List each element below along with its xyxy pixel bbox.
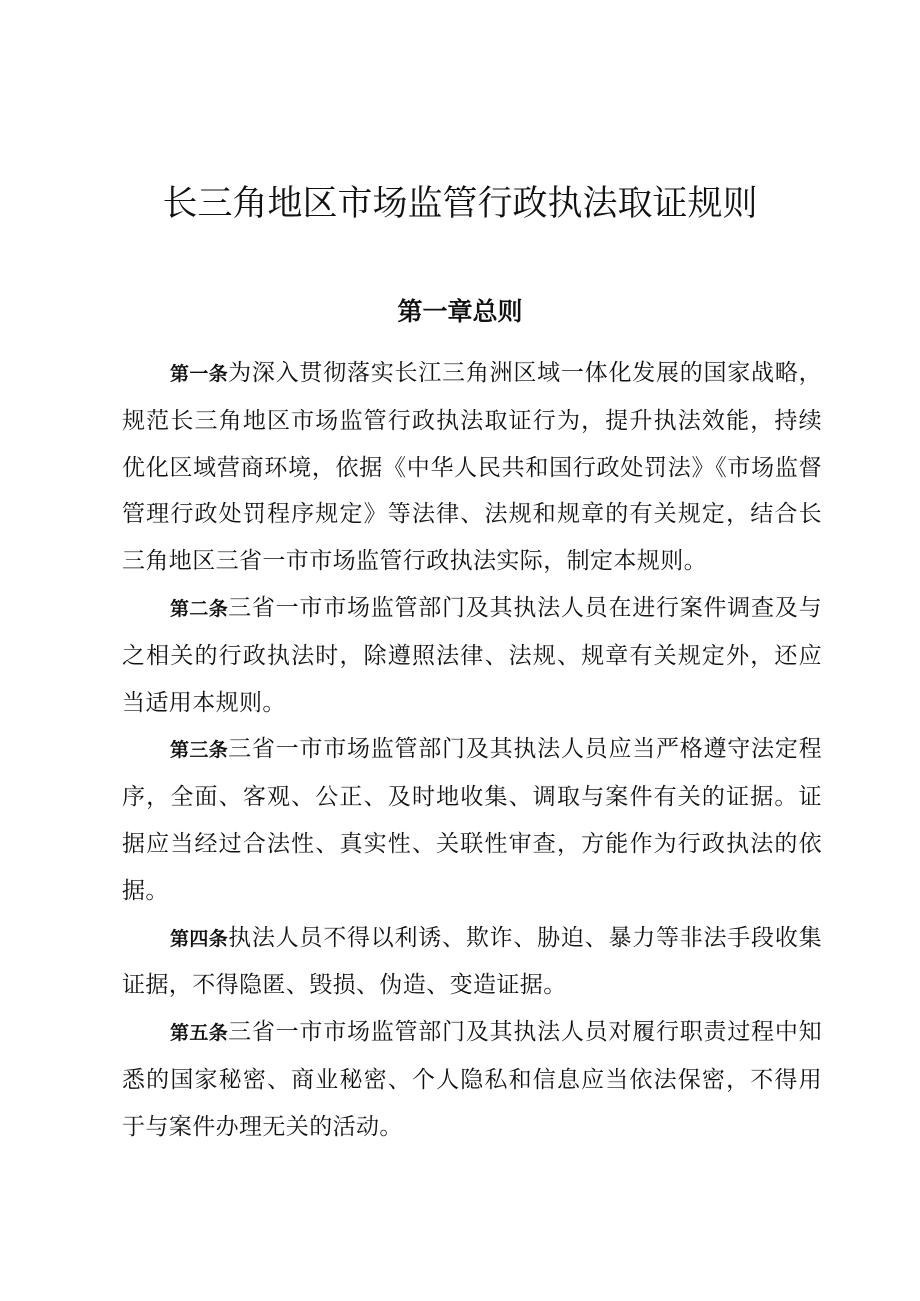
article-2: [122, 585, 822, 726]
article-text: 执法人员不得以利诱、欺诈、胁迫、暴力等非法手段收集证据，不得隐匿、毁损、伪造、变造证据。: [122, 924, 822, 999]
article-text: 为深入贯彻落实长江三角洲区域一体化发展的国家战略，规范长三角地区市场监管行政执法取证行为，提升执法效能，持续优化区域营商环境，依据《中华人民共和国行政处罚法》《市场监督管理行政处罚程序规定》等法律、法规和规章的有关规定，结合长三角地区三省一市市场监管行政执法实际，制定本规则。: [122, 360, 822, 575]
document-body: [122, 350, 822, 1151]
article-number: 第五条: [170, 1022, 229, 1045]
article-text: 三省一市市场监管部门及其执法人员在进行案件调查及与之相关的行政执法时，除遵照法律、法规、规章有关规定外，还应当适用本规则。: [122, 594, 822, 716]
chapter-title: 第一章总则: [397, 297, 523, 326]
article-4: [122, 915, 822, 1010]
article-number: 第四条: [170, 927, 229, 950]
document-title: 长三角地区市场监管行政执法取证规则: [162, 184, 758, 224]
article-number: 第三条: [170, 739, 229, 762]
article-5: [122, 1009, 822, 1150]
article-1: [122, 350, 822, 585]
article-number: 第一条: [170, 363, 229, 385]
article-text: 三省一市市场监管部门及其执法人员应当严格遵守法定程序，全面、客观、公正、及时地收集、调取与案件有关的证据。证据应当经过合法性、真实性、关联性审查，方能作为行政执法的依据。: [122, 736, 822, 904]
article-text: 三省一市市场监管部门及其执法人员对履行职责过程中知悉的国家秘密、商业秘密、个人隐私和信息应当依法保密，不得用于与案件办理无关的活动。: [122, 1019, 822, 1140]
article-number: 第二条: [170, 597, 229, 620]
article-3: [122, 726, 822, 914]
